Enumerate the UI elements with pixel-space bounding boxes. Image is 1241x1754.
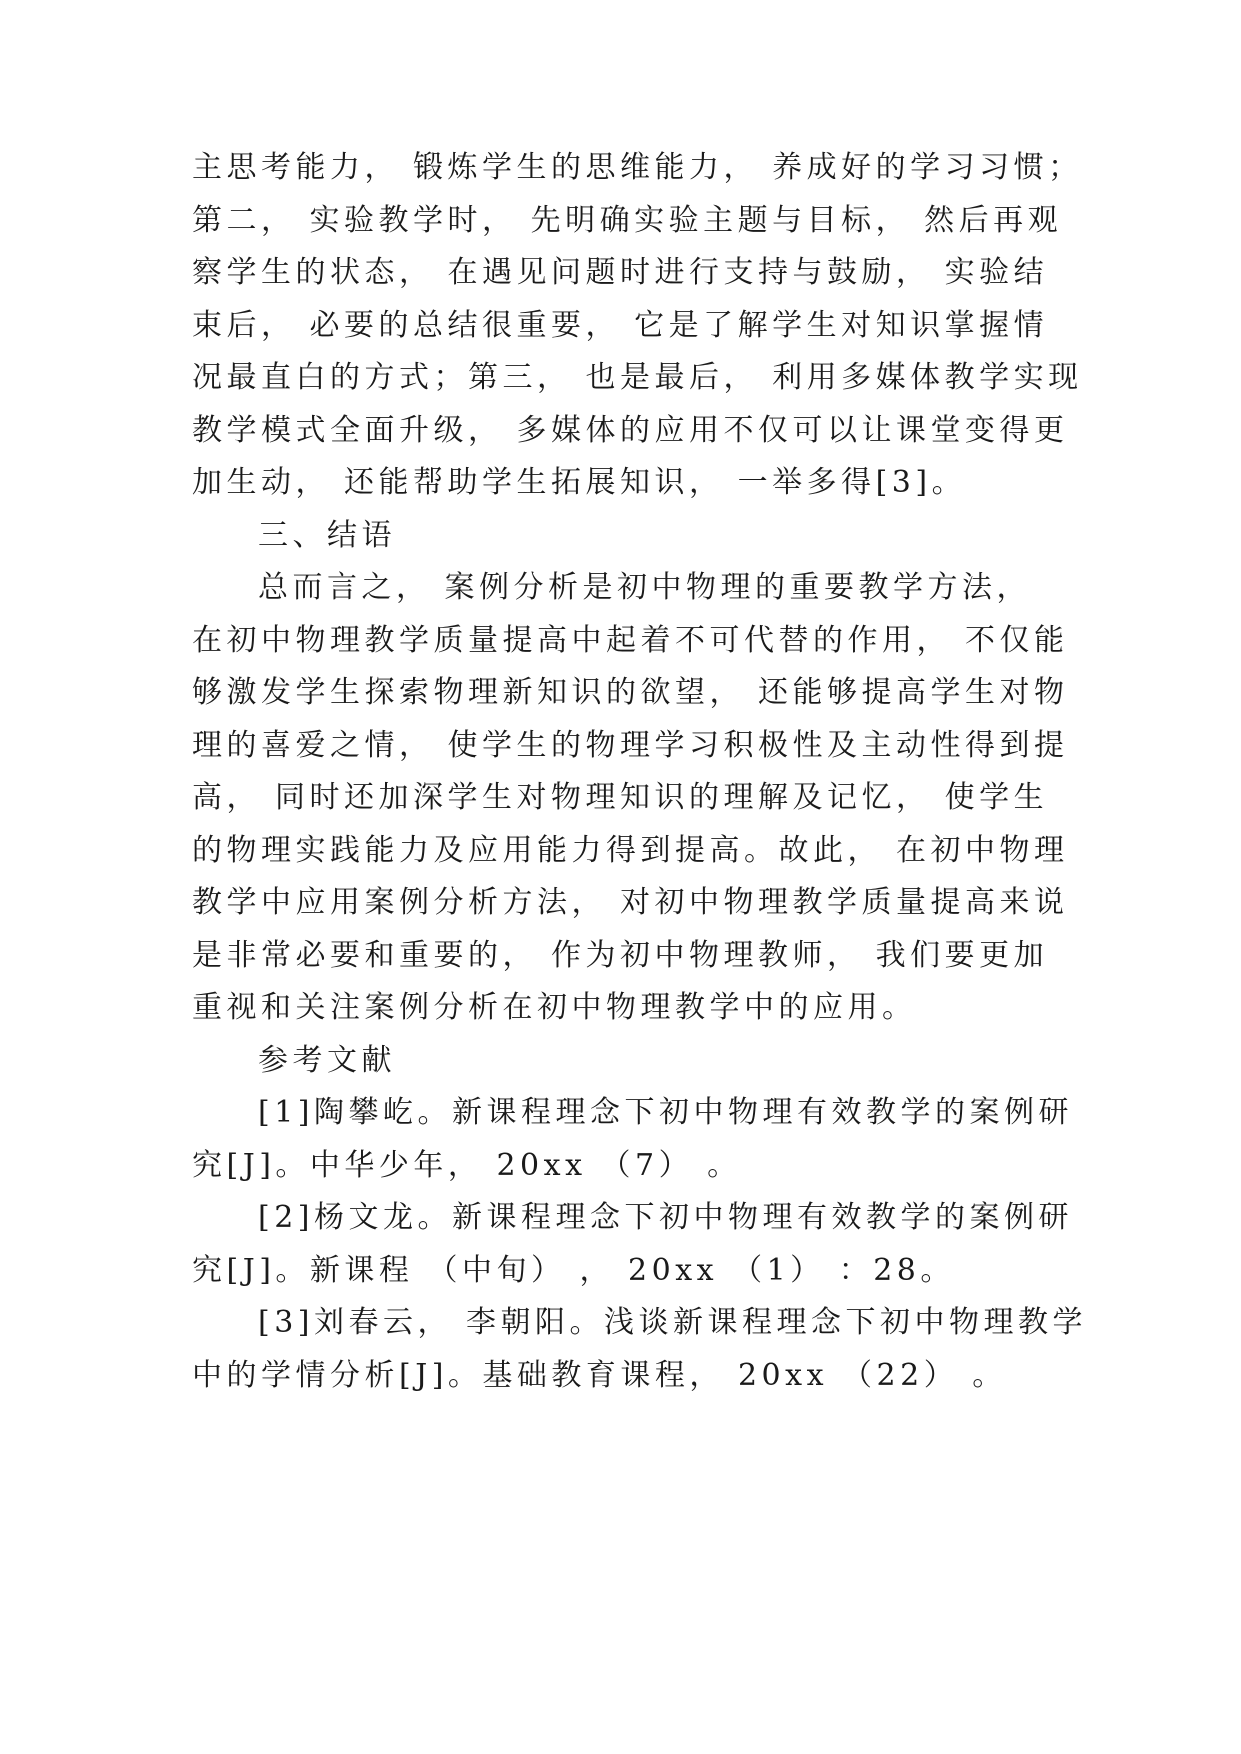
text-line: 重视和关注案例分析在初中物理教学中的应用。	[192, 990, 917, 1025]
section-heading: 三、结语	[258, 518, 396, 553]
text-line: 的物理实践能力及应用能力得到提高。故此， 在初中物理	[192, 833, 1069, 868]
text-line: 理的喜爱之情， 使学生的物理学习积极性及主动性得到提	[192, 728, 1069, 763]
text-line: 第二， 实验教学时， 先明确实验主题与目标， 然后再观	[192, 203, 1063, 238]
text-line: 够激发学生探索物理新知识的欲望， 还能够提高学生对物	[192, 675, 1069, 710]
text-line: 况最直白的方式；第三， 也是最后， 利用多媒体教学实现	[192, 360, 1083, 395]
text-line: 是非常必要和重要的， 作为初中物理教师， 我们要更加	[192, 938, 1049, 973]
reference-entry: [2]杨文龙。新课程理念下初中物理有效教学的案例研	[258, 1200, 1073, 1235]
reference-entry: 究[J]。中华少年， 20xx （7） 。	[192, 1148, 742, 1183]
reference-entry: [3]刘春云， 李朝阳。浅谈新课程理念下初中物理教学	[258, 1305, 1088, 1340]
reference-entry: 究[J]。新课程 （中旬） ， 20xx （1） ：28。	[192, 1253, 955, 1288]
text-line: 加生动， 还能帮助学生拓展知识， 一举多得[3]。	[192, 465, 967, 500]
text-line: 主思考能力， 锻炼学生的思维能力， 养成好的学习习惯；	[192, 150, 1083, 185]
reference-entry: [1]陶攀屹。新课程理念下初中物理有效教学的案例研	[258, 1095, 1073, 1130]
reference-entry: 中的学情分析[J]。基础教育课程， 20xx （22） 。	[192, 1358, 1007, 1393]
text-line: 教学中应用案例分析方法， 对初中物理教学质量提高来说	[192, 885, 1069, 920]
text-line: 束后， 必要的总结很重要， 它是了解学生对知识掌握情	[192, 308, 1049, 343]
text-line: 在初中物理教学质量提高中起着不可代替的作用， 不仅能	[192, 623, 1069, 658]
text-line: 总而言之， 案例分析是初中物理的重要教学方法，	[258, 570, 1032, 605]
text-line: 教学模式全面升级， 多媒体的应用不仅可以让课堂变得更	[192, 413, 1069, 448]
text-line: 察学生的状态， 在遇见问题时进行支持与鼓励， 实验结	[192, 255, 1049, 290]
references-heading: 参考文献	[258, 1043, 396, 1078]
text-line: 高， 同时还加深学生对物理知识的理解及记忆， 使学生	[192, 780, 1049, 815]
